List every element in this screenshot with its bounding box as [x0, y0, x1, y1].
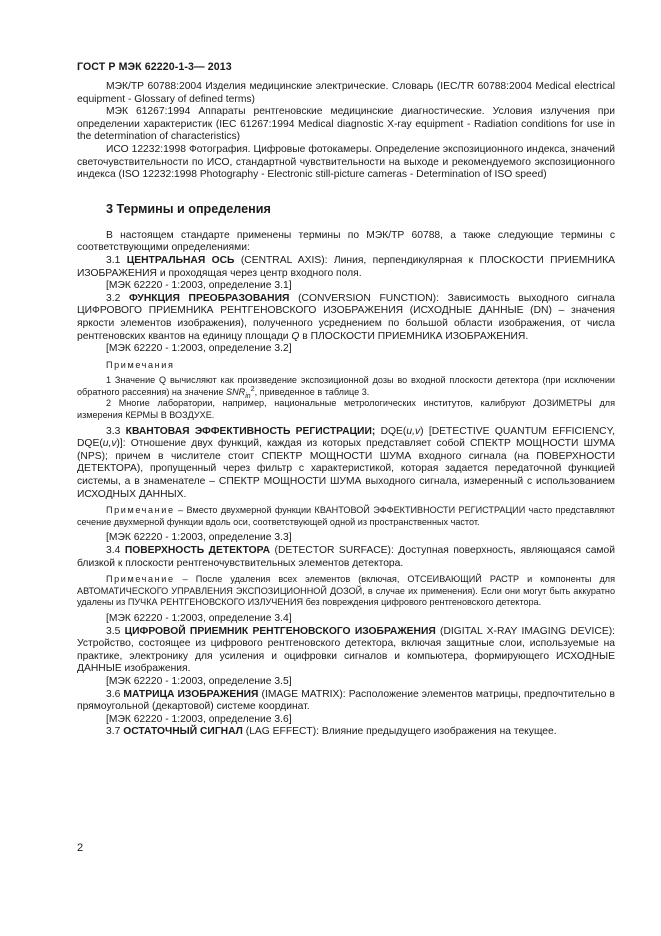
section-intro: В настоящем стандарте применены термины по МЭК/ТР 60788, а также следующие термины с соответствующими определениями: — [77, 229, 615, 254]
term-definition: (CONVERSION FUNCTION): Зависимость выходного сигнала ЦИФРОВОГО ПРИЕМНИКА РЕНТГЕНОВСКОГО ИЗОБРАЖЕНИЯ (ИСХОДНЫЕ ДАННЫЕ (DN) – значения яркости элементов изображения), полученного усреднением по большой области изображения, от числа рентгеновских квантов на единицу площади — [77, 292, 615, 342]
term-number: 3.2 — [106, 292, 130, 304]
term-number: 3.3 — [106, 425, 126, 437]
term-definition: (LAG EFFECT): Влияние предыдущего изображения на текущее. — [242, 726, 557, 738]
term-number: 3.7 — [106, 726, 124, 738]
term-definition: (IMAGE MATRIX): Расположение элементов матрицы, предпочтительно в прямоугольной (декартовой) системе координат. — [77, 688, 615, 713]
term-name: ЦЕНТРАЛЬНАЯ ОСЬ — [126, 254, 235, 266]
term-3-2 — [77, 293, 615, 343]
term-number: 3.1 — [106, 254, 127, 266]
term-source: [МЭК 62220 - 1:2003, определение 3.1] — [106, 280, 292, 292]
term-source: [МЭК 62220 - 1:2003, определение 3.5] — [106, 675, 292, 687]
term-name: ФУНКЦИЯ ПРЕОБРАЗОВАНИЯ — [129, 292, 290, 304]
term-3-6 — [77, 689, 615, 714]
page-content — [77, 81, 615, 739]
document-header: ГОСТ Р МЭК 62220-1-3— 2013 — [77, 61, 232, 73]
reference-iec-61267: МЭК 61267:1994 Аппараты рентгеновские медицинские диагностические. Условия излучения при определении характеристик (IEC 61267:1994 Medical diagnostic X-ray equipment - Radiation conditions for use in the determination of characteristics) — [77, 106, 615, 143]
note-3-3 — [77, 505, 615, 528]
term-definition: (DETECTOR SURFACE): Доступная поверхность, являющаяся самой близкой к плоскости рентгеночувствительных элементов детектора. — [77, 545, 615, 569]
term-3-3 — [77, 426, 615, 502]
note-3-4 — [77, 574, 615, 609]
term-source: [МЭК 62220 - 1:2003, определение 3.3] — [106, 532, 292, 544]
term-definition-end: в ПЛОСКОСТИ ПРИЕМНИКА ИЗОБРАЖЕНИЯ. — [299, 330, 529, 342]
note-label: Примечание — [106, 574, 175, 585]
note-2: 2 Многие лаборатории, например, национальные метрологических институтов, калибруют ДОЗИМЕТРЫ для измерения КЕРМЫ В ВОЗДУХЕ. — [77, 398, 615, 421]
term-definition: )]: Отношение двух функций, каждая из которых представляет собой СПЕКТР МОЩНОСТИ ШУМА (NPS); причем в числителе стоит СПЕКТР МОЩНОСТИ ШУМА входного сигнала (на ПОВЕРХНОСТИ ДЕТЕКТОРА), пропущенный через фильтр с характеристикой, которая задается передаточной функцией системы, а в знаменателе – СПЕКТР МОЩНОСТИ ШУМА выходного сигнала, измеренный с использованием ИСХОДНЫХ ДАННЫХ. — [77, 438, 615, 500]
note-text-end: , приведенное в таблице 3. — [254, 386, 370, 397]
term-symbol-en: ) [DETECTIVE QUANTUM EFFICIENCY, DQE( — [77, 425, 615, 450]
symbol-variables: u,v — [406, 425, 421, 437]
term-source: [МЭК 62220 - 1:2003, определение 3.6] — [106, 713, 292, 725]
term-number: 3.6 — [106, 688, 124, 700]
page-number: 2 — [77, 842, 84, 854]
term-source: [МЭК 62220 - 1:2003, определение 3.2] — [106, 343, 292, 355]
section-heading: 3 Термины и определения — [106, 201, 271, 216]
term-name: КВАНТОВАЯ ЭФФЕКТИВНОСТЬ РЕГИСТРАЦИИ; — [125, 425, 376, 437]
term-name: ПОВЕРХНОСТЬ ДЕТЕКТОРА — [124, 545, 271, 556]
term-definition: (CENTRAL AXIS): Линия, перпендикулярная к ПЛОСКОСТИ ПРИЕМНИКА ИЗОБРАЖЕНИЯ и проходящая через центр входного поля. — [77, 254, 615, 279]
reference-iso-12232: ИСО 12232:1998 Фотография. Цифровые фотокамеры. Определение экспозиционного индекса, значений светочувствительности по ИСО, стандартной чувствительности на выходе и рекомендуемого экспозиционного индекса (ISO 12232:1998 Photography - Electronic still-picture cameras - Determination of ISO speed) — [77, 143, 615, 181]
term-number: 3.4 — [106, 545, 125, 556]
note-1 — [77, 375, 615, 398]
note-text: 1 Значение Q вычисляют как произведение экспозиционной дозы во входной плоскости детектора (при исключении обратного рассеяния) на значение — [77, 375, 615, 397]
note-label: Примечание — [106, 505, 175, 516]
term-number: 3.5 — [106, 625, 125, 637]
term-name: МАТРИЦА ИЗОБРАЖЕНИЯ — [123, 688, 259, 700]
note-text: – После удаления всех элементов (включая, ОТСЕИВАЮЩИЙ РАСТР и компоненты для АВТОМАТИЧЕСКОГО УПРАВЛЕНИЯ ЭКСПОЗИЦИОННОЙ ДОЗОЙ, в случае их применения). Если они могут быть аккуратно удалены из ПУЧКА РЕНТГЕНОВСКОГО ИЗЛУЧЕНИЯ без повреждения цифрового рентгеновского детектора. — [77, 574, 615, 608]
variable-q: Q — [291, 330, 300, 342]
note-text: – Вместо двухмерной функции КВАНТОВОЙ ЭФФЕКТИВНОСТИ РЕГИСТРАЦИИ часто представляют сечение двухмерной функции вдоль оси, соответствующей одной из пространственных частот. — [77, 505, 615, 527]
symbol-variables-en: u,v — [102, 438, 117, 450]
reference-iec-60788: МЭК/ТР 60788:2004 Изделия медицинские электрические. Словарь (IEC/TR 60788:2004 Medical electrical equipment - Glossary of defined terms) — [77, 81, 615, 105]
snr-superscript: 2 — [250, 385, 255, 393]
snr-subscript: in — [245, 392, 251, 400]
term-symbol: DQE( — [375, 425, 407, 437]
term-name: ОСТАТОЧНЫЙ СИГНАЛ — [123, 726, 243, 738]
term-3-4 — [77, 545, 615, 570]
term-3-1 — [77, 255, 615, 280]
term-name: ЦИФРОВОЙ ПРИЕМНИК РЕНТГЕНОВСКОГО ИЗОБРАЖЕНИЯ — [124, 625, 436, 637]
term-source: [МЭК 62220 - 1:2003, определение 3.4] — [106, 612, 292, 624]
notes-label: Примечания — [106, 359, 175, 370]
term-3-7 — [77, 726, 615, 739]
snr-variable: SNR — [226, 386, 246, 397]
term-3-5 — [77, 626, 615, 676]
term-definition: (DIGITAL X-RAY IMAGING DEVICE): Устройство, состоящее из цифрового рентгеновского детектора, включая защитные слои, используемые на практике, электронику для усиления и оцифровки сигналов и компьютера, формирующего ИСХОДНЫЕ ДАННЫЕ изображения. — [77, 625, 615, 675]
